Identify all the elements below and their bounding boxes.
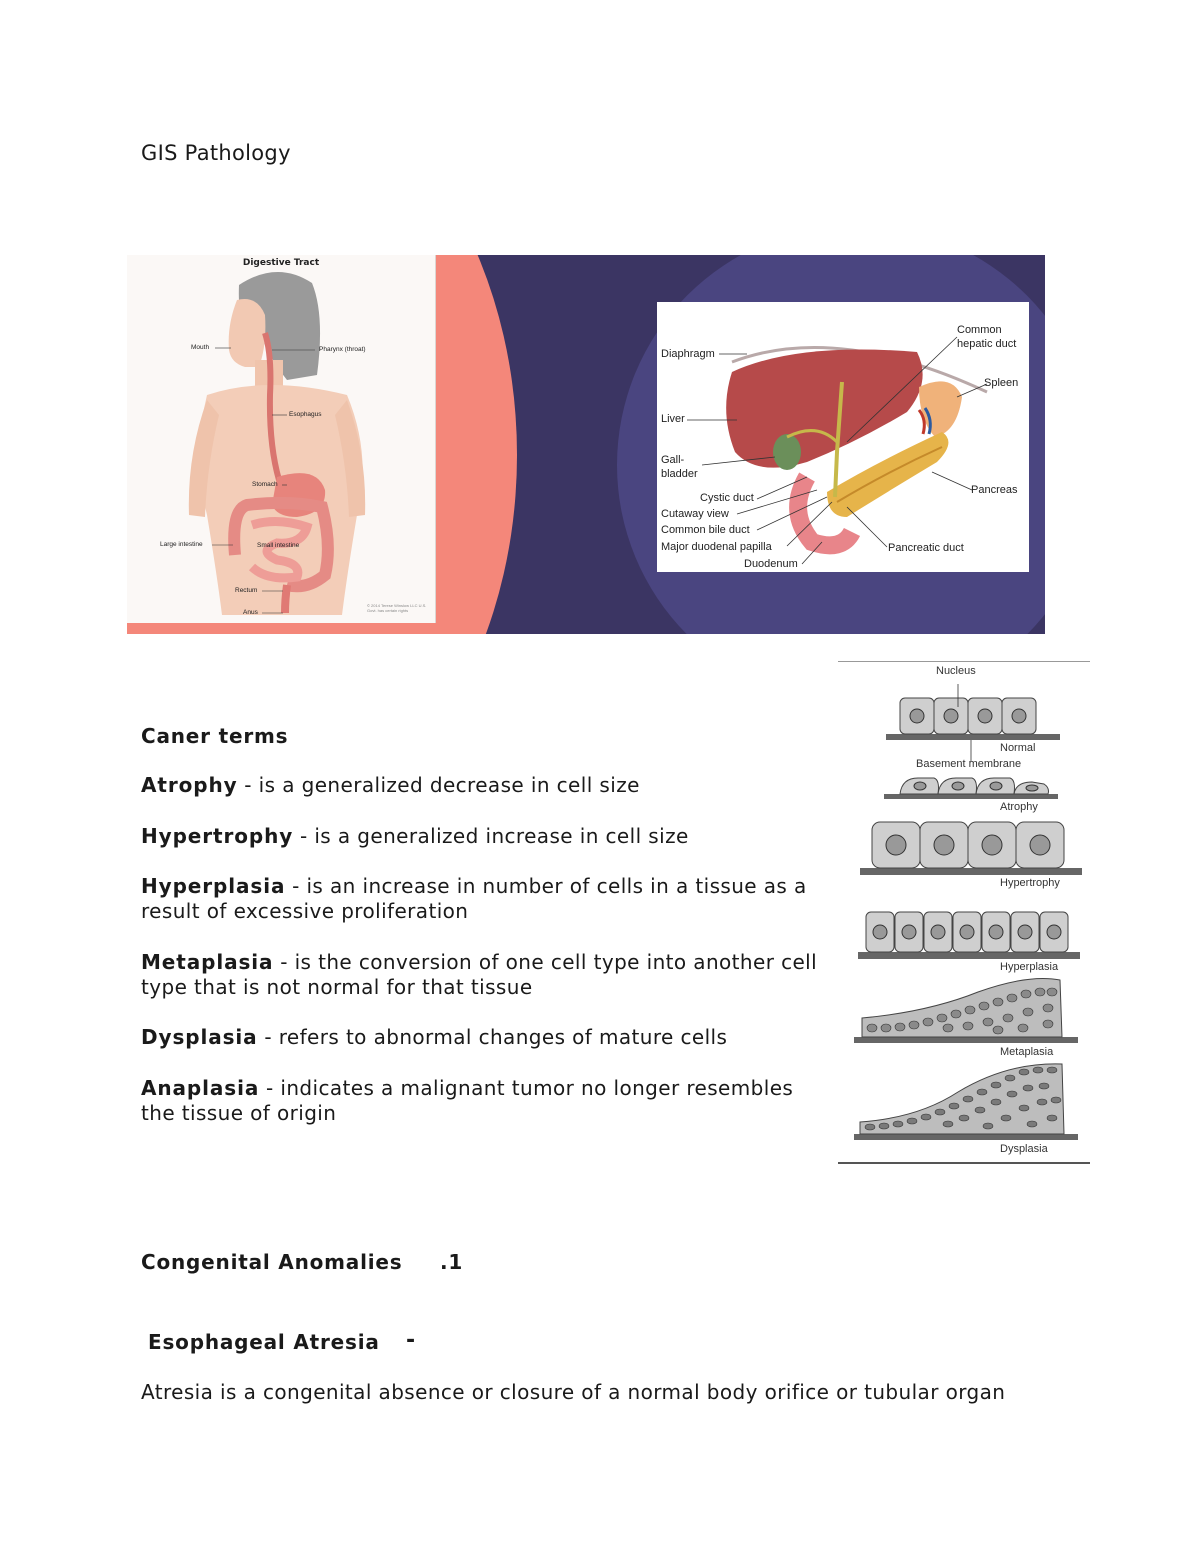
- term-definition: - refers to abnormal changes of mature cells: [257, 1025, 728, 1049]
- term-dysplasia: [141, 1025, 831, 1050]
- term-definition: - is an increase in number of cells in a tissue as a result of excessive proliferation: [141, 874, 807, 923]
- esophageal-atresia-heading: Esophageal Atresia: [148, 1330, 380, 1354]
- label-major-duodenal-papilla: Major duodenal papilla: [661, 541, 772, 553]
- document-title: GIS Pathology: [141, 141, 291, 165]
- cell-adaptation-illustration: [838, 662, 1090, 1162]
- label-common-hepatic-duct-2: hepatic duct: [957, 338, 1017, 350]
- liver-pancreas-figure: [657, 302, 1029, 572]
- term-name: Dysplasia: [141, 1025, 258, 1049]
- cancer-terms-heading: Caner terms: [141, 724, 289, 748]
- label-common-bile-duct: Common bile duct: [661, 524, 750, 536]
- label-gallbladder-2: bladder: [661, 468, 698, 480]
- label-anus: Anus: [243, 609, 258, 616]
- label-spleen: Spleen: [984, 377, 1019, 389]
- digestive-tract-title: Digestive Tract: [242, 258, 320, 268]
- label-basement-membrane: Basement membrane: [916, 758, 1022, 770]
- label-dysplasia: Dysplasia: [1000, 1143, 1048, 1155]
- label-nucleus: Nucleus: [936, 665, 976, 677]
- digestive-tract-figure: [127, 255, 436, 623]
- label-hyperplasia: Hyperplasia: [1000, 961, 1059, 973]
- term-name: Atrophy: [141, 773, 238, 797]
- label-metaplasia: Metaplasia: [1000, 1046, 1054, 1058]
- label-duodenum: Duodenum: [744, 558, 798, 570]
- term-definition: - indicates a malignant tumor no longer resembles the tissue of origin: [141, 1076, 794, 1125]
- label-mouth: Mouth: [191, 344, 210, 351]
- term-hypertrophy: [141, 824, 831, 849]
- term-definition: - is the conversion of one cell type into another cell type that is not normal for that tissue: [141, 950, 818, 999]
- term-name: Metaplasia: [141, 950, 274, 974]
- label-pancreatic-duct: Pancreatic duct: [888, 542, 964, 554]
- label-small-intestine: Small intestine: [257, 542, 300, 549]
- term-definition: - is a generalized decrease in cell size: [237, 773, 640, 797]
- anatomy-banner: [127, 255, 1045, 634]
- label-pharynx: Pharynx (throat): [319, 346, 366, 353]
- label-large-intestine: Large intestine: [160, 541, 203, 548]
- label-normal: Normal: [1000, 742, 1036, 754]
- label-pancreas: Pancreas: [971, 484, 1018, 496]
- label-rectum: Rectum: [235, 587, 258, 594]
- cell-adaptation-figure: [838, 661, 1090, 1164]
- label-atrophy: Atrophy: [1000, 801, 1038, 813]
- label-cystic-duct: Cystic duct: [700, 492, 754, 504]
- label-gallbladder-1: Gall-: [661, 454, 685, 466]
- term-name: Hyperplasia: [141, 874, 286, 898]
- label-diaphragm: Diaphragm: [661, 348, 715, 360]
- label-stomach: Stomach: [252, 481, 278, 488]
- label-esophagus: Esophagus: [289, 411, 322, 418]
- term-atrophy: [141, 773, 831, 798]
- label-cutaway-view: Cutaway view: [661, 508, 729, 520]
- congenital-anomalies-heading: Congenital Anomalies: [141, 1250, 403, 1274]
- esophageal-atresia-dash: -: [406, 1328, 416, 1353]
- label-hypertrophy: Hypertrophy: [1000, 877, 1060, 889]
- term-name: Anaplasia: [141, 1076, 260, 1100]
- term-metaplasia: [141, 950, 831, 1000]
- atresia-definition: Atresia is a congenital absence or closure of a normal body orifice or tubular organ: [141, 1380, 1006, 1404]
- congenital-anomalies-number: .1: [440, 1250, 464, 1274]
- term-name: Hypertrophy: [141, 824, 294, 848]
- label-liver: Liver: [661, 413, 685, 425]
- term-hyperplasia: [141, 874, 831, 924]
- figure-copyright: © 2014 Terese Winslow LLC U.S. Govt. has certain rights: [367, 603, 427, 613]
- digestive-tract-illustration: [127, 255, 435, 623]
- label-common-hepatic-duct-1: Common: [957, 324, 1002, 336]
- term-definition: - is a generalized increase in cell size: [293, 824, 689, 848]
- term-anaplasia: [141, 1076, 831, 1126]
